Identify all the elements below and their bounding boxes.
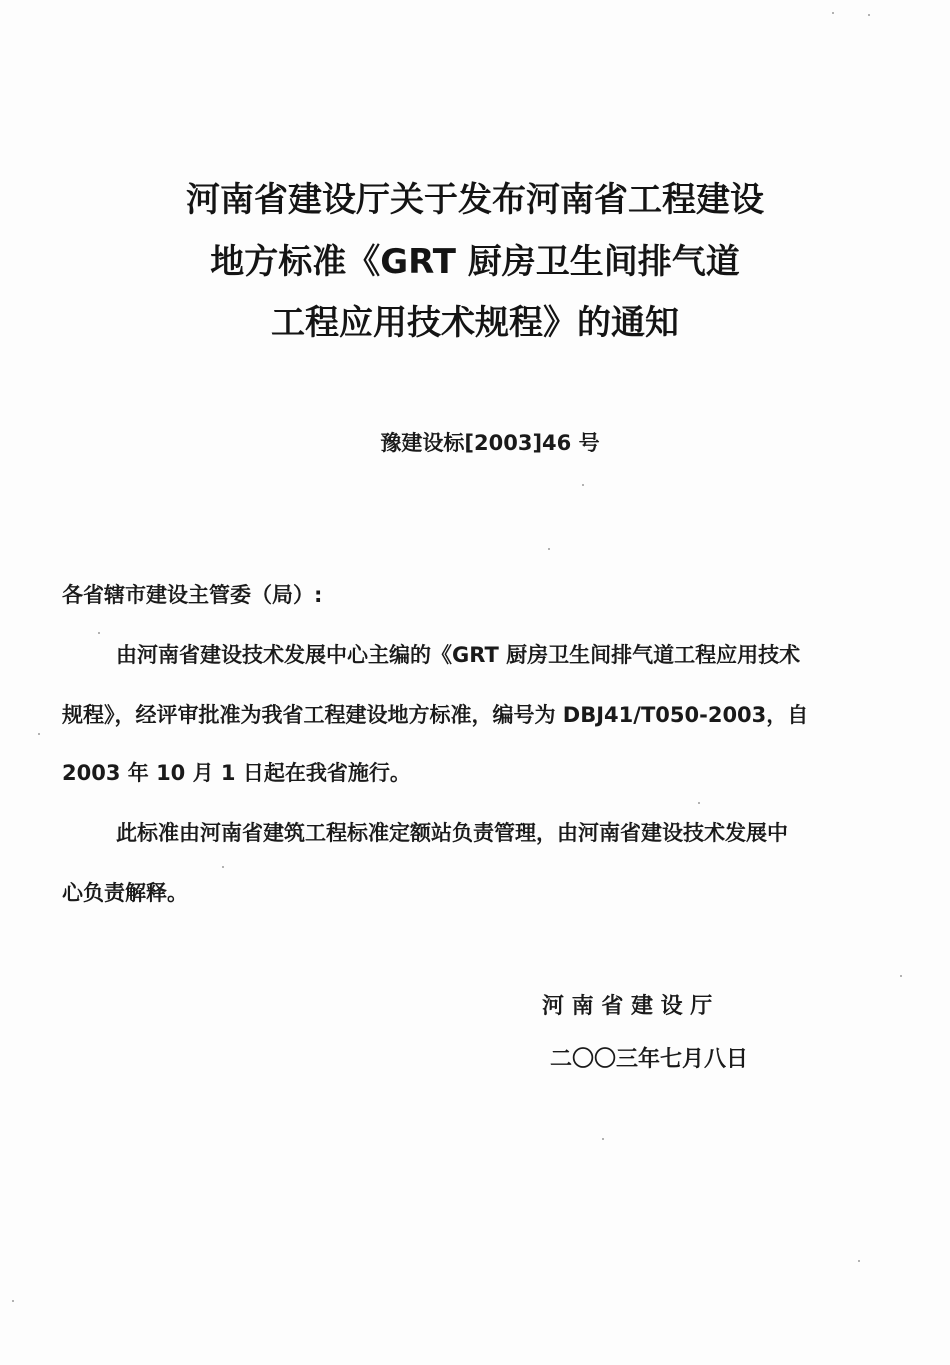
paragraph-2-line-1: 此标准由河南省建筑工程标准定额站负责管理，由河南省建设技术发展中 xyxy=(116,821,788,845)
scan-speck xyxy=(858,1260,860,1262)
scan-speck xyxy=(222,866,224,868)
issue-date: 二〇〇三年七月八日 xyxy=(550,1047,749,1072)
scan-speck xyxy=(602,1138,604,1140)
scan-speck xyxy=(548,548,550,550)
scan-speck xyxy=(98,632,100,634)
title-line-3: 工程应用技术规程》的通知 xyxy=(271,303,679,343)
title-line-1: 河南省建设厅关于发布河南省工程建设 xyxy=(186,180,764,220)
paragraph-1-line-1: 由河南省建设技术发展中心主编的《GRT 厨房卫生间排气道工程应用技术 xyxy=(116,643,801,667)
issuer-signature: 河 南 省 建 设 厅 xyxy=(542,994,713,1019)
scan-speck xyxy=(900,975,902,977)
scan-speck xyxy=(38,733,40,735)
scan-speck xyxy=(832,12,834,14)
recipient-line: 各省辖市建设主管委（局）: xyxy=(62,583,323,607)
title-line-2: 地方标准《GRT 厨房卫生间排气道 xyxy=(210,242,740,282)
scan-speck xyxy=(868,14,870,16)
scan-speck xyxy=(12,1300,14,1302)
scan-speck xyxy=(582,484,584,486)
paragraph-2-line-2: 心负责解释。 xyxy=(62,881,188,905)
paragraph-1-line-2: 规程》，经评审批准为我省工程建设地方标准，编号为 DBJ41/T050-2003，自 xyxy=(62,703,809,727)
paragraph-1-line-3: 2003 年 10 月 1 日起在我省施行。 xyxy=(62,761,411,785)
scan-speck xyxy=(698,802,700,804)
document-number: 豫建设标[2003]46 号 xyxy=(380,431,600,455)
